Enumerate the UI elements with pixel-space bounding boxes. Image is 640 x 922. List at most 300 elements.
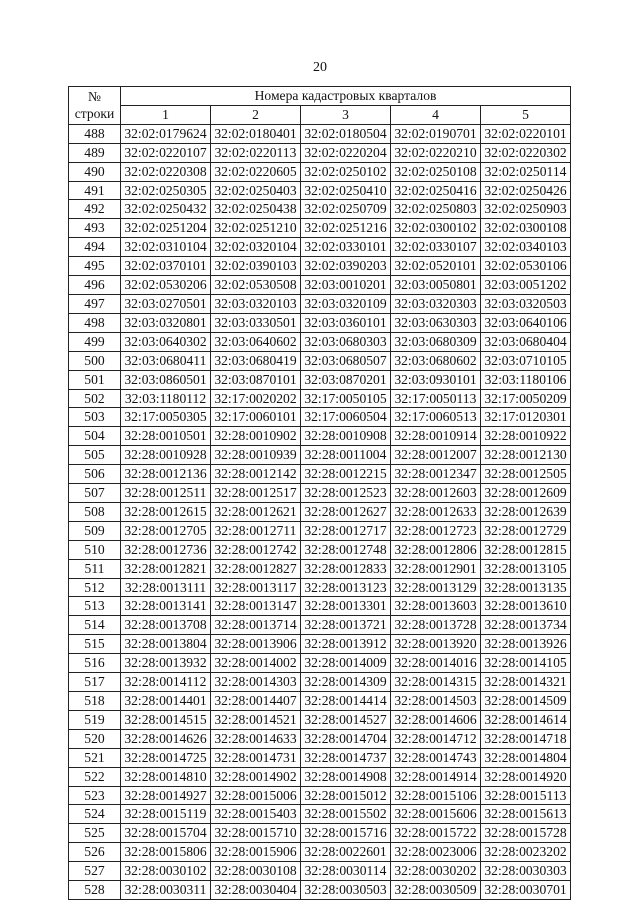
cadastral-number-cell: 32:02:0180504	[301, 124, 391, 143]
cadastral-number-cell: 32:28:0010922	[481, 427, 571, 446]
cadastral-number-cell: 32:28:0014414	[301, 692, 391, 711]
cadastral-number-cell: 32:02:0300108	[481, 219, 571, 238]
cadastral-number-cell: 32:28:0014606	[391, 710, 481, 729]
row-number-cell: 519	[69, 710, 121, 729]
cadastral-number-cell: 32:28:0012711	[211, 521, 301, 540]
table-row	[69, 313, 571, 332]
cadastral-number-cell: 32:02:0220113	[211, 143, 301, 162]
row-number-cell: 498	[69, 313, 121, 332]
cadastral-number-cell: 32:17:0020202	[211, 389, 301, 408]
cadastral-number-cell: 32:28:0014633	[211, 729, 301, 748]
table-body	[69, 124, 571, 899]
cadastral-number-cell: 32:28:0013721	[301, 616, 391, 635]
table-row	[69, 370, 571, 389]
row-number-cell: 528	[69, 881, 121, 900]
cadastral-number-cell: 32:02:0220605	[211, 162, 301, 181]
table-row	[69, 143, 571, 162]
table-row	[69, 559, 571, 578]
cadastral-number-cell: 32:28:0012833	[301, 559, 391, 578]
cadastral-number-cell: 32:03:0680309	[391, 332, 481, 351]
table-row	[69, 862, 571, 881]
cadastral-number-cell: 32:03:0680507	[301, 351, 391, 370]
row-number-cell: 518	[69, 692, 121, 711]
row-number-cell: 497	[69, 294, 121, 313]
row-number-cell: 514	[69, 616, 121, 635]
table-row	[69, 578, 571, 597]
column-header: 5	[481, 105, 571, 124]
cadastral-number-cell: 32:28:0012639	[481, 502, 571, 521]
column-header: 3	[301, 105, 391, 124]
table-row	[69, 465, 571, 484]
row-number-cell: 489	[69, 143, 121, 162]
cadastral-number-cell: 32:02:0251210	[211, 219, 301, 238]
row-number-header-line2: строки	[74, 106, 115, 122]
table-row	[69, 351, 571, 370]
row-number-cell: 501	[69, 370, 121, 389]
cadastral-number-cell: 32:03:0050801	[391, 276, 481, 295]
cadastral-number-cell: 32:17:0060513	[391, 408, 481, 427]
cadastral-quarters-table	[68, 86, 571, 900]
cadastral-number-cell: 32:28:0014614	[481, 710, 571, 729]
cadastral-number-cell: 32:02:0220210	[391, 143, 481, 162]
table-row	[69, 408, 571, 427]
cadastral-number-cell: 32:28:0014737	[301, 748, 391, 767]
cadastral-number-cell: 32:02:0251204	[121, 219, 211, 238]
cadastral-number-cell: 32:28:0012633	[391, 502, 481, 521]
table-row	[69, 673, 571, 692]
cadastral-number-cell: 32:03:0051202	[481, 276, 571, 295]
row-number-cell: 508	[69, 502, 121, 521]
cadastral-number-cell: 32:28:0012806	[391, 540, 481, 559]
cadastral-number-cell: 32:17:0060504	[301, 408, 391, 427]
table-row	[69, 502, 571, 521]
cadastral-number-cell: 32:03:0640302	[121, 332, 211, 351]
cadastral-number-cell: 32:28:0014321	[481, 673, 571, 692]
row-number-cell: 496	[69, 276, 121, 295]
table-row	[69, 276, 571, 295]
cadastral-number-cell: 32:28:0014509	[481, 692, 571, 711]
cadastral-number-cell: 32:02:0190701	[391, 124, 481, 143]
cadastral-number-cell: 32:28:0012627	[301, 502, 391, 521]
row-number-cell: 522	[69, 767, 121, 786]
cadastral-number-cell: 32:02:0330101	[301, 238, 391, 257]
cadastral-number-cell: 32:28:0015710	[211, 824, 301, 843]
cadastral-number-cell: 32:28:0012609	[481, 484, 571, 503]
cadastral-number-cell: 32:28:0013714	[211, 616, 301, 635]
cadastral-number-cell: 32:02:0320104	[211, 238, 301, 257]
cadastral-number-cell: 32:17:0050209	[481, 389, 571, 408]
cadastral-number-cell: 32:28:0014407	[211, 692, 301, 711]
cadastral-number-cell: 32:28:0012621	[211, 502, 301, 521]
cadastral-number-cell: 32:02:0251216	[301, 219, 391, 238]
cadastral-number-cell: 32:03:0710105	[481, 351, 571, 370]
cadastral-number-cell: 32:17:0050105	[301, 389, 391, 408]
cadastral-number-cell: 32:28:0012705	[121, 521, 211, 540]
cadastral-number-cell: 32:02:0220302	[481, 143, 571, 162]
cadastral-number-cell: 32:28:0014725	[121, 748, 211, 767]
cadastral-number-cell: 32:28:0014743	[391, 748, 481, 767]
cadastral-number-cell: 32:03:0270501	[121, 294, 211, 313]
cadastral-number-cell: 32:28:0030311	[121, 881, 211, 900]
cadastral-number-cell: 32:28:0013105	[481, 559, 571, 578]
table-row	[69, 824, 571, 843]
row-number-cell: 493	[69, 219, 121, 238]
row-number-cell: 502	[69, 389, 121, 408]
cadastral-number-cell: 32:28:0010939	[211, 446, 301, 465]
cadastral-number-cell: 32:02:0250803	[391, 200, 481, 219]
cadastral-number-cell: 32:28:0012007	[391, 446, 481, 465]
cadastral-number-cell: 32:28:0014515	[121, 710, 211, 729]
row-number-header-line1: №	[88, 88, 101, 104]
cadastral-number-cell: 32:03:0680404	[481, 332, 571, 351]
cadastral-number-cell: 32:28:0014112	[121, 673, 211, 692]
cadastral-number-cell: 32:28:0014927	[121, 786, 211, 805]
cadastral-number-cell: 32:03:0010201	[301, 276, 391, 295]
cadastral-number-cell: 32:28:0023202	[481, 843, 571, 862]
cadastral-number-cell: 32:28:0012615	[121, 502, 211, 521]
cadastral-number-cell: 32:02:0220308	[121, 162, 211, 181]
cadastral-number-cell: 32:28:0013932	[121, 654, 211, 673]
row-number-cell: 523	[69, 786, 121, 805]
cadastral-number-cell: 32:03:0640106	[481, 313, 571, 332]
cadastral-number-cell: 32:28:0030108	[211, 862, 301, 881]
row-number-cell: 527	[69, 862, 121, 881]
cadastral-number-cell: 32:28:0013920	[391, 635, 481, 654]
cadastral-number-cell: 32:02:0220204	[301, 143, 391, 162]
column-header: 1	[121, 105, 211, 124]
cadastral-number-cell: 32:28:0013123	[301, 578, 391, 597]
table-row	[69, 881, 571, 900]
cadastral-number-cell: 32:28:0013117	[211, 578, 301, 597]
cadastral-number-cell: 32:28:0012717	[301, 521, 391, 540]
cadastral-number-cell: 32:28:0012827	[211, 559, 301, 578]
row-number-cell: 521	[69, 748, 121, 767]
cadastral-number-cell: 32:28:0012821	[121, 559, 211, 578]
cadastral-number-cell: 32:02:0250416	[391, 181, 481, 200]
table-row	[69, 767, 571, 786]
cadastral-number-cell: 32:02:0330107	[391, 238, 481, 257]
cadastral-number-cell: 32:28:0014527	[301, 710, 391, 729]
cadastral-number-cell: 32:02:0370101	[121, 257, 211, 276]
table-row	[69, 124, 571, 143]
row-number-cell: 517	[69, 673, 121, 692]
cadastral-number-cell: 32:28:0014016	[391, 654, 481, 673]
row-number-cell: 510	[69, 540, 121, 559]
cadastral-number-cell: 32:28:0015806	[121, 843, 211, 862]
column-header: 2	[211, 105, 301, 124]
cadastral-number-cell: 32:28:0012815	[481, 540, 571, 559]
cadastral-number-cell: 32:03:1180112	[121, 389, 211, 408]
cadastral-number-cell: 32:02:0530508	[211, 276, 301, 295]
cadastral-number-cell: 32:28:0013926	[481, 635, 571, 654]
row-number-cell: 511	[69, 559, 121, 578]
row-number-cell: 509	[69, 521, 121, 540]
cadastral-number-cell: 32:02:0250438	[211, 200, 301, 219]
cadastral-number-cell: 32:02:0250108	[391, 162, 481, 181]
cadastral-number-cell: 32:02:0250305	[121, 181, 211, 200]
row-number-cell: 524	[69, 805, 121, 824]
row-number-cell: 503	[69, 408, 121, 427]
row-number-cell: 500	[69, 351, 121, 370]
cadastral-number-cell: 32:28:0010928	[121, 446, 211, 465]
row-number-cell: 506	[69, 465, 121, 484]
cadastral-number-cell: 32:02:0300102	[391, 219, 481, 238]
cadastral-number-cell: 32:03:0680411	[121, 351, 211, 370]
cadastral-number-cell: 32:28:0012748	[301, 540, 391, 559]
table-row	[69, 484, 571, 503]
table-row	[69, 540, 571, 559]
table-row	[69, 597, 571, 616]
cadastral-number-cell: 32:28:0015106	[391, 786, 481, 805]
table-row	[69, 729, 571, 748]
page-number: 20	[313, 60, 327, 75]
table-row	[69, 616, 571, 635]
cadastral-number-cell: 32:28:0015502	[301, 805, 391, 824]
cadastral-number-cell: 32:28:0012742	[211, 540, 301, 559]
cadastral-number-cell: 32:28:0014303	[211, 673, 301, 692]
cadastral-number-cell: 32:28:0014731	[211, 748, 301, 767]
cadastral-number-cell: 32:28:0030202	[391, 862, 481, 881]
cadastral-number-cell: 32:28:0015113	[481, 786, 571, 805]
cadastral-number-cell: 32:02:0180401	[211, 124, 301, 143]
group-title-header: Номера кадастровых кварталов	[121, 87, 571, 106]
cadastral-number-cell: 32:28:0013147	[211, 597, 301, 616]
table-row	[69, 219, 571, 238]
cadastral-number-cell: 32:28:0012142	[211, 465, 301, 484]
row-number-cell: 526	[69, 843, 121, 862]
cadastral-number-cell: 32:28:0014401	[121, 692, 211, 711]
table-row	[69, 332, 571, 351]
cadastral-number-cell: 32:28:0014315	[391, 673, 481, 692]
cadastral-number-cell: 32:28:0013610	[481, 597, 571, 616]
cadastral-number-cell: 32:03:1180106	[481, 370, 571, 389]
cadastral-number-cell: 32:28:0012729	[481, 521, 571, 540]
cadastral-number-cell: 32:28:0014908	[301, 767, 391, 786]
row-number-cell: 515	[69, 635, 121, 654]
row-number-header	[69, 87, 121, 125]
table-row	[69, 654, 571, 673]
table-row	[69, 238, 571, 257]
cadastral-number-cell: 32:28:0013301	[301, 597, 391, 616]
cadastral-number-cell: 32:28:0015606	[391, 805, 481, 824]
row-number-cell: 499	[69, 332, 121, 351]
cadastral-number-cell: 32:28:0030404	[211, 881, 301, 900]
cadastral-number-cell: 32:28:0030114	[301, 862, 391, 881]
cadastral-number-cell: 32:28:0013708	[121, 616, 211, 635]
table-row	[69, 257, 571, 276]
table-row	[69, 805, 571, 824]
cadastral-number-cell: 32:03:0870101	[211, 370, 301, 389]
cadastral-number-cell: 32:03:0330501	[211, 313, 301, 332]
cadastral-number-cell: 32:28:0023006	[391, 843, 481, 862]
cadastral-number-cell: 32:28:0013906	[211, 635, 301, 654]
cadastral-number-cell: 32:28:0013141	[121, 597, 211, 616]
cadastral-number-cell: 32:28:0015728	[481, 824, 571, 843]
cadastral-number-cell: 32:03:0630303	[391, 313, 481, 332]
table-row	[69, 521, 571, 540]
cadastral-number-cell: 32:02:0530106	[481, 257, 571, 276]
cadastral-number-cell: 32:02:0340103	[481, 238, 571, 257]
row-number-cell: 495	[69, 257, 121, 276]
cadastral-number-cell: 32:28:0012505	[481, 465, 571, 484]
cadastral-number-cell: 32:17:0060101	[211, 408, 301, 427]
cadastral-number-cell: 32:03:0320103	[211, 294, 301, 313]
cadastral-number-cell: 32:03:0870201	[301, 370, 391, 389]
cadastral-number-cell: 32:28:0012215	[301, 465, 391, 484]
cadastral-number-cell: 32:17:0050113	[391, 389, 481, 408]
cadastral-number-cell: 32:28:0030303	[481, 862, 571, 881]
cadastral-number-cell: 32:28:0012136	[121, 465, 211, 484]
cadastral-number-cell: 32:28:0030701	[481, 881, 571, 900]
row-number-cell: 490	[69, 162, 121, 181]
row-number-cell: 507	[69, 484, 121, 503]
cadastral-number-cell: 32:28:0013111	[121, 578, 211, 597]
cadastral-number-cell: 32:28:0030503	[301, 881, 391, 900]
cadastral-number-cell: 32:03:0320303	[391, 294, 481, 313]
cadastral-number-cell: 32:28:0014902	[211, 767, 301, 786]
cadastral-number-cell: 32:28:0012517	[211, 484, 301, 503]
table-row	[69, 692, 571, 711]
cadastral-number-cell: 32:28:0014009	[301, 654, 391, 673]
table-row	[69, 200, 571, 219]
cadastral-number-cell: 32:02:0390103	[211, 257, 301, 276]
cadastral-number-cell: 32:03:0360101	[301, 313, 391, 332]
table-row	[69, 446, 571, 465]
cadastral-number-cell: 32:28:0012523	[301, 484, 391, 503]
cadastral-number-cell: 32:02:0250432	[121, 200, 211, 219]
cadastral-number-cell: 32:17:0120301	[481, 408, 571, 427]
cadastral-number-cell: 32:02:0390203	[301, 257, 391, 276]
cadastral-number-cell: 32:02:0250903	[481, 200, 571, 219]
cadastral-number-cell: 32:28:0015704	[121, 824, 211, 843]
row-number-cell: 492	[69, 200, 121, 219]
row-number-cell: 504	[69, 427, 121, 446]
cadastral-number-cell: 32:28:0010902	[211, 427, 301, 446]
table-row	[69, 710, 571, 729]
cadastral-number-cell: 32:28:0014105	[481, 654, 571, 673]
cadastral-number-cell: 32:28:0022601	[301, 843, 391, 862]
cadastral-number-cell: 32:28:0010501	[121, 427, 211, 446]
cadastral-number-cell: 32:28:0014503	[391, 692, 481, 711]
table-row	[69, 748, 571, 767]
cadastral-number-cell: 32:02:0520101	[391, 257, 481, 276]
cadastral-number-cell: 32:03:0860501	[121, 370, 211, 389]
cadastral-number-cell: 32:03:0680602	[391, 351, 481, 370]
row-number-cell: 516	[69, 654, 121, 673]
cadastral-number-cell: 32:28:0015403	[211, 805, 301, 824]
cadastral-number-cell: 32:28:0015006	[211, 786, 301, 805]
cadastral-number-cell: 32:28:0015906	[211, 843, 301, 862]
row-number-cell: 505	[69, 446, 121, 465]
cadastral-number-cell: 32:28:0014002	[211, 654, 301, 673]
cadastral-number-cell: 32:28:0015119	[121, 805, 211, 824]
cadastral-number-cell: 32:28:0013135	[481, 578, 571, 597]
row-number-cell: 513	[69, 597, 121, 616]
cadastral-number-cell: 32:28:0013912	[301, 635, 391, 654]
cadastral-number-cell: 32:28:0030509	[391, 881, 481, 900]
cadastral-number-cell: 32:28:0012347	[391, 465, 481, 484]
table-row	[69, 162, 571, 181]
cadastral-number-cell: 32:28:0014626	[121, 729, 211, 748]
cadastral-number-cell: 32:28:0012901	[391, 559, 481, 578]
cadastral-number-cell: 32:28:0014810	[121, 767, 211, 786]
cadastral-number-cell: 32:28:0013728	[391, 616, 481, 635]
cadastral-number-cell: 32:02:0250410	[301, 181, 391, 200]
cadastral-number-cell: 32:28:0015613	[481, 805, 571, 824]
cadastral-number-cell: 32:28:0030102	[121, 862, 211, 881]
cadastral-number-cell: 32:28:0014914	[391, 767, 481, 786]
cadastral-number-cell: 32:02:0250102	[301, 162, 391, 181]
row-number-cell: 491	[69, 181, 121, 200]
row-number-cell: 494	[69, 238, 121, 257]
cadastral-number-cell: 32:28:0010908	[301, 427, 391, 446]
cadastral-number-cell: 32:28:0013804	[121, 635, 211, 654]
cadastral-number-cell: 32:28:0012130	[481, 446, 571, 465]
cadastral-number-cell: 32:28:0012511	[121, 484, 211, 503]
cadastral-number-cell: 32:28:0014704	[301, 729, 391, 748]
cadastral-number-cell: 32:28:0015716	[301, 824, 391, 843]
cadastral-number-cell: 32:02:0250709	[301, 200, 391, 219]
cadastral-number-cell: 32:28:0014712	[391, 729, 481, 748]
cadastral-number-cell: 32:28:0013603	[391, 597, 481, 616]
cadastral-number-cell: 32:28:0012603	[391, 484, 481, 503]
cadastral-number-cell: 32:02:0530206	[121, 276, 211, 295]
table-row	[69, 786, 571, 805]
cadastral-number-cell: 32:28:0014804	[481, 748, 571, 767]
cadastral-number-cell: 32:28:0014920	[481, 767, 571, 786]
cadastral-number-cell: 32:28:0011004	[301, 446, 391, 465]
cadastral-number-cell: 32:28:0015722	[391, 824, 481, 843]
table-row	[69, 843, 571, 862]
cadastral-number-cell: 32:28:0013734	[481, 616, 571, 635]
cadastral-number-cell: 32:28:0014309	[301, 673, 391, 692]
row-number-cell: 520	[69, 729, 121, 748]
cadastral-number-cell: 32:28:0015012	[301, 786, 391, 805]
cadastral-number-cell: 32:02:0310104	[121, 238, 211, 257]
table-row	[69, 294, 571, 313]
table-row	[69, 181, 571, 200]
cadastral-number-cell: 32:03:0930101	[391, 370, 481, 389]
table-row	[69, 389, 571, 408]
cadastral-number-cell: 32:28:0014521	[211, 710, 301, 729]
cadastral-number-cell: 32:28:0012736	[121, 540, 211, 559]
table-row	[69, 427, 571, 446]
row-number-cell: 512	[69, 578, 121, 597]
cadastral-number-cell: 32:28:0010914	[391, 427, 481, 446]
table-header	[69, 87, 571, 125]
cadastral-number-cell: 32:02:0250114	[481, 162, 571, 181]
cadastral-number-cell: 32:02:0250403	[211, 181, 301, 200]
cadastral-number-cell: 32:28:0012723	[391, 521, 481, 540]
row-number-cell: 488	[69, 124, 121, 143]
cadastral-number-cell: 32:03:0680303	[301, 332, 391, 351]
cadastral-number-cell: 32:03:0320503	[481, 294, 571, 313]
cadastral-number-cell: 32:28:0014718	[481, 729, 571, 748]
cadastral-number-cell: 32:28:0013129	[391, 578, 481, 597]
row-number-cell: 525	[69, 824, 121, 843]
cadastral-number-cell: 32:02:0250426	[481, 181, 571, 200]
cadastral-number-cell: 32:03:0320109	[301, 294, 391, 313]
cadastral-number-cell: 32:17:0050305	[121, 408, 211, 427]
cadastral-number-cell: 32:02:0220101	[481, 124, 571, 143]
column-header: 4	[391, 105, 481, 124]
table-row	[69, 635, 571, 654]
cadastral-number-cell: 32:03:0640602	[211, 332, 301, 351]
cadastral-number-cell: 32:02:0220107	[121, 143, 211, 162]
cadastral-number-cell: 32:02:0179624	[121, 124, 211, 143]
cadastral-number-cell: 32:03:0320801	[121, 313, 211, 332]
cadastral-number-cell: 32:03:0680419	[211, 351, 301, 370]
